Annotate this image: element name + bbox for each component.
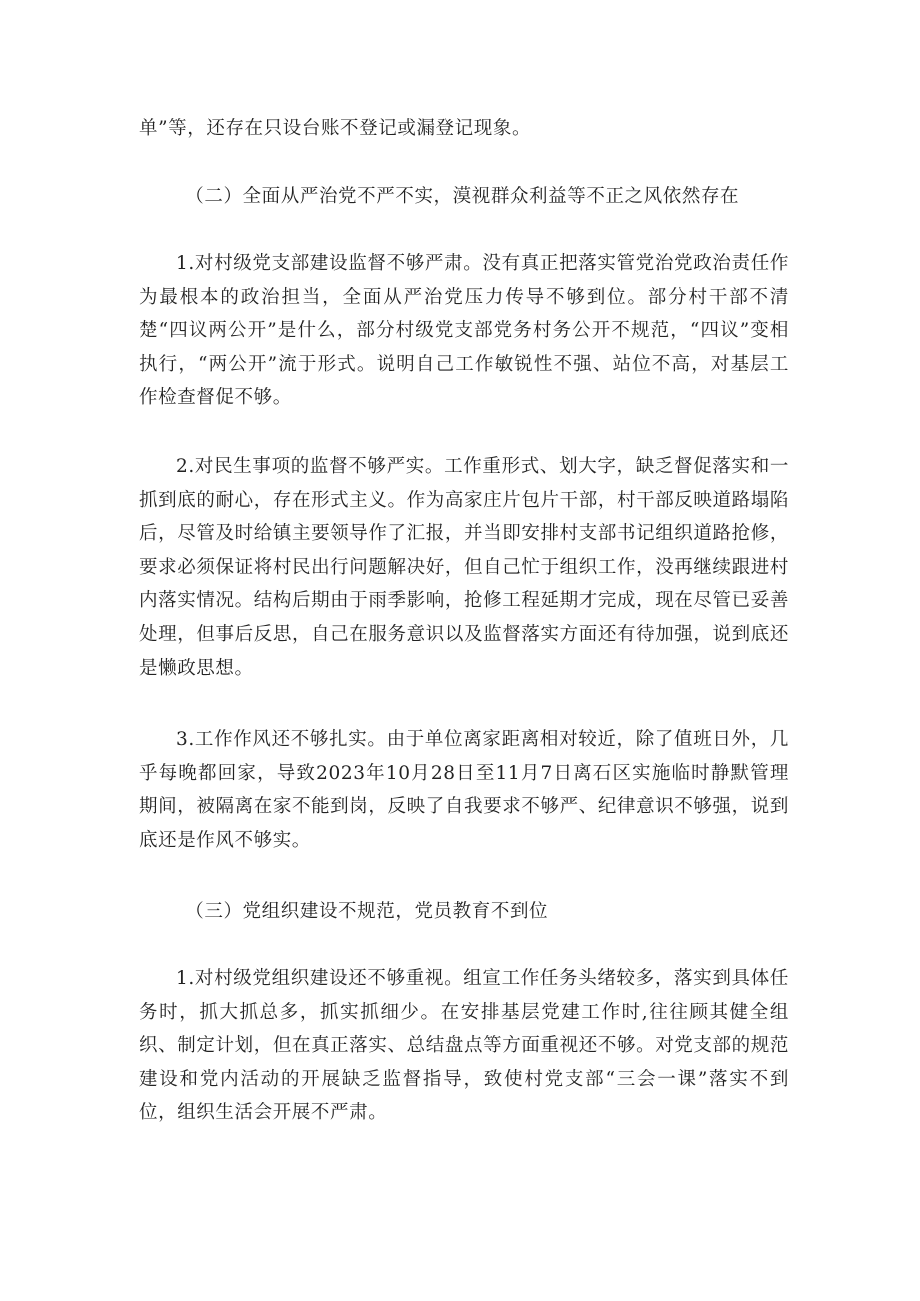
section-heading-3: （三）党组织建设不规范，党员教育不到位 <box>185 901 549 922</box>
paragraph-item-3-1: 1.对村级党组织建设还不够重视。组宣工作任务头绪较多，落实到具体任务时，抓大抓总多，抓实抓细少。在安排基层党建工作时,往往顾其健全组织、制定计划，但在真正落实、总结盘点等方面重视还不够。对党支部的规范建设和党内活动的开展缺乏监督指导，致使村党支部“三会一课”落实不到位，组织生活会开展不严肃。 <box>139 968 789 1124</box>
paragraph-item-2-1: 1.对村级党支部建设监督不够严肃。没有真正把落实管党治党政治责任作为最根本的政治担当，全面从严治党压力传导不够到位。部分村干部不清楚“四议两公开”是什么，部分村级党支部党务村务公开不规范，“四议”变相执行，“两公开”流于形式。说明自己工作敏锐性不强、站位不高，对基层工作检查督促不够。 <box>139 253 789 409</box>
paragraph-item-2-2: 2.对民生事项的监督不够严实。工作重形式、划大字，缺乏督促落实和一抓到底的耐心，存在形式主义。作为高家庄片包片干部，村干部反映道路塌陷后，尽管及时给镇主要领导作了汇报，并当即安排村支部书记组织道路抢修，要求必须保证将村民出行问题解决好，但自己忙于组织工作，没再继续跟进村内落实情况。结构后期由于雨季影响，抢修工程延期才完成，现在尽管已妥善处理，但事后反思，自己在服务意识以及监督落实方面还有待加强，说到底还是懒政思想。 <box>139 456 789 679</box>
paragraph-continuation: 单”等，还存在只设台账不登记或漏登记现象。 <box>139 118 532 139</box>
paragraph-item-2-3: 3.工作作风还不够扎实。由于单位离家距离相对较近，除了值班日外，几乎每晚都回家，导致2023年10月28日至11月7日离石区实施临时静默管理期间，被隔离在家不能到岗，反映了自我要求不够严、纪律意识不够强，说到底还是作风不够实。 <box>139 729 789 851</box>
section-heading-2: （二）全面从严治党不严不实，漠视群众利益等不正之风依然存在 <box>185 186 740 207</box>
